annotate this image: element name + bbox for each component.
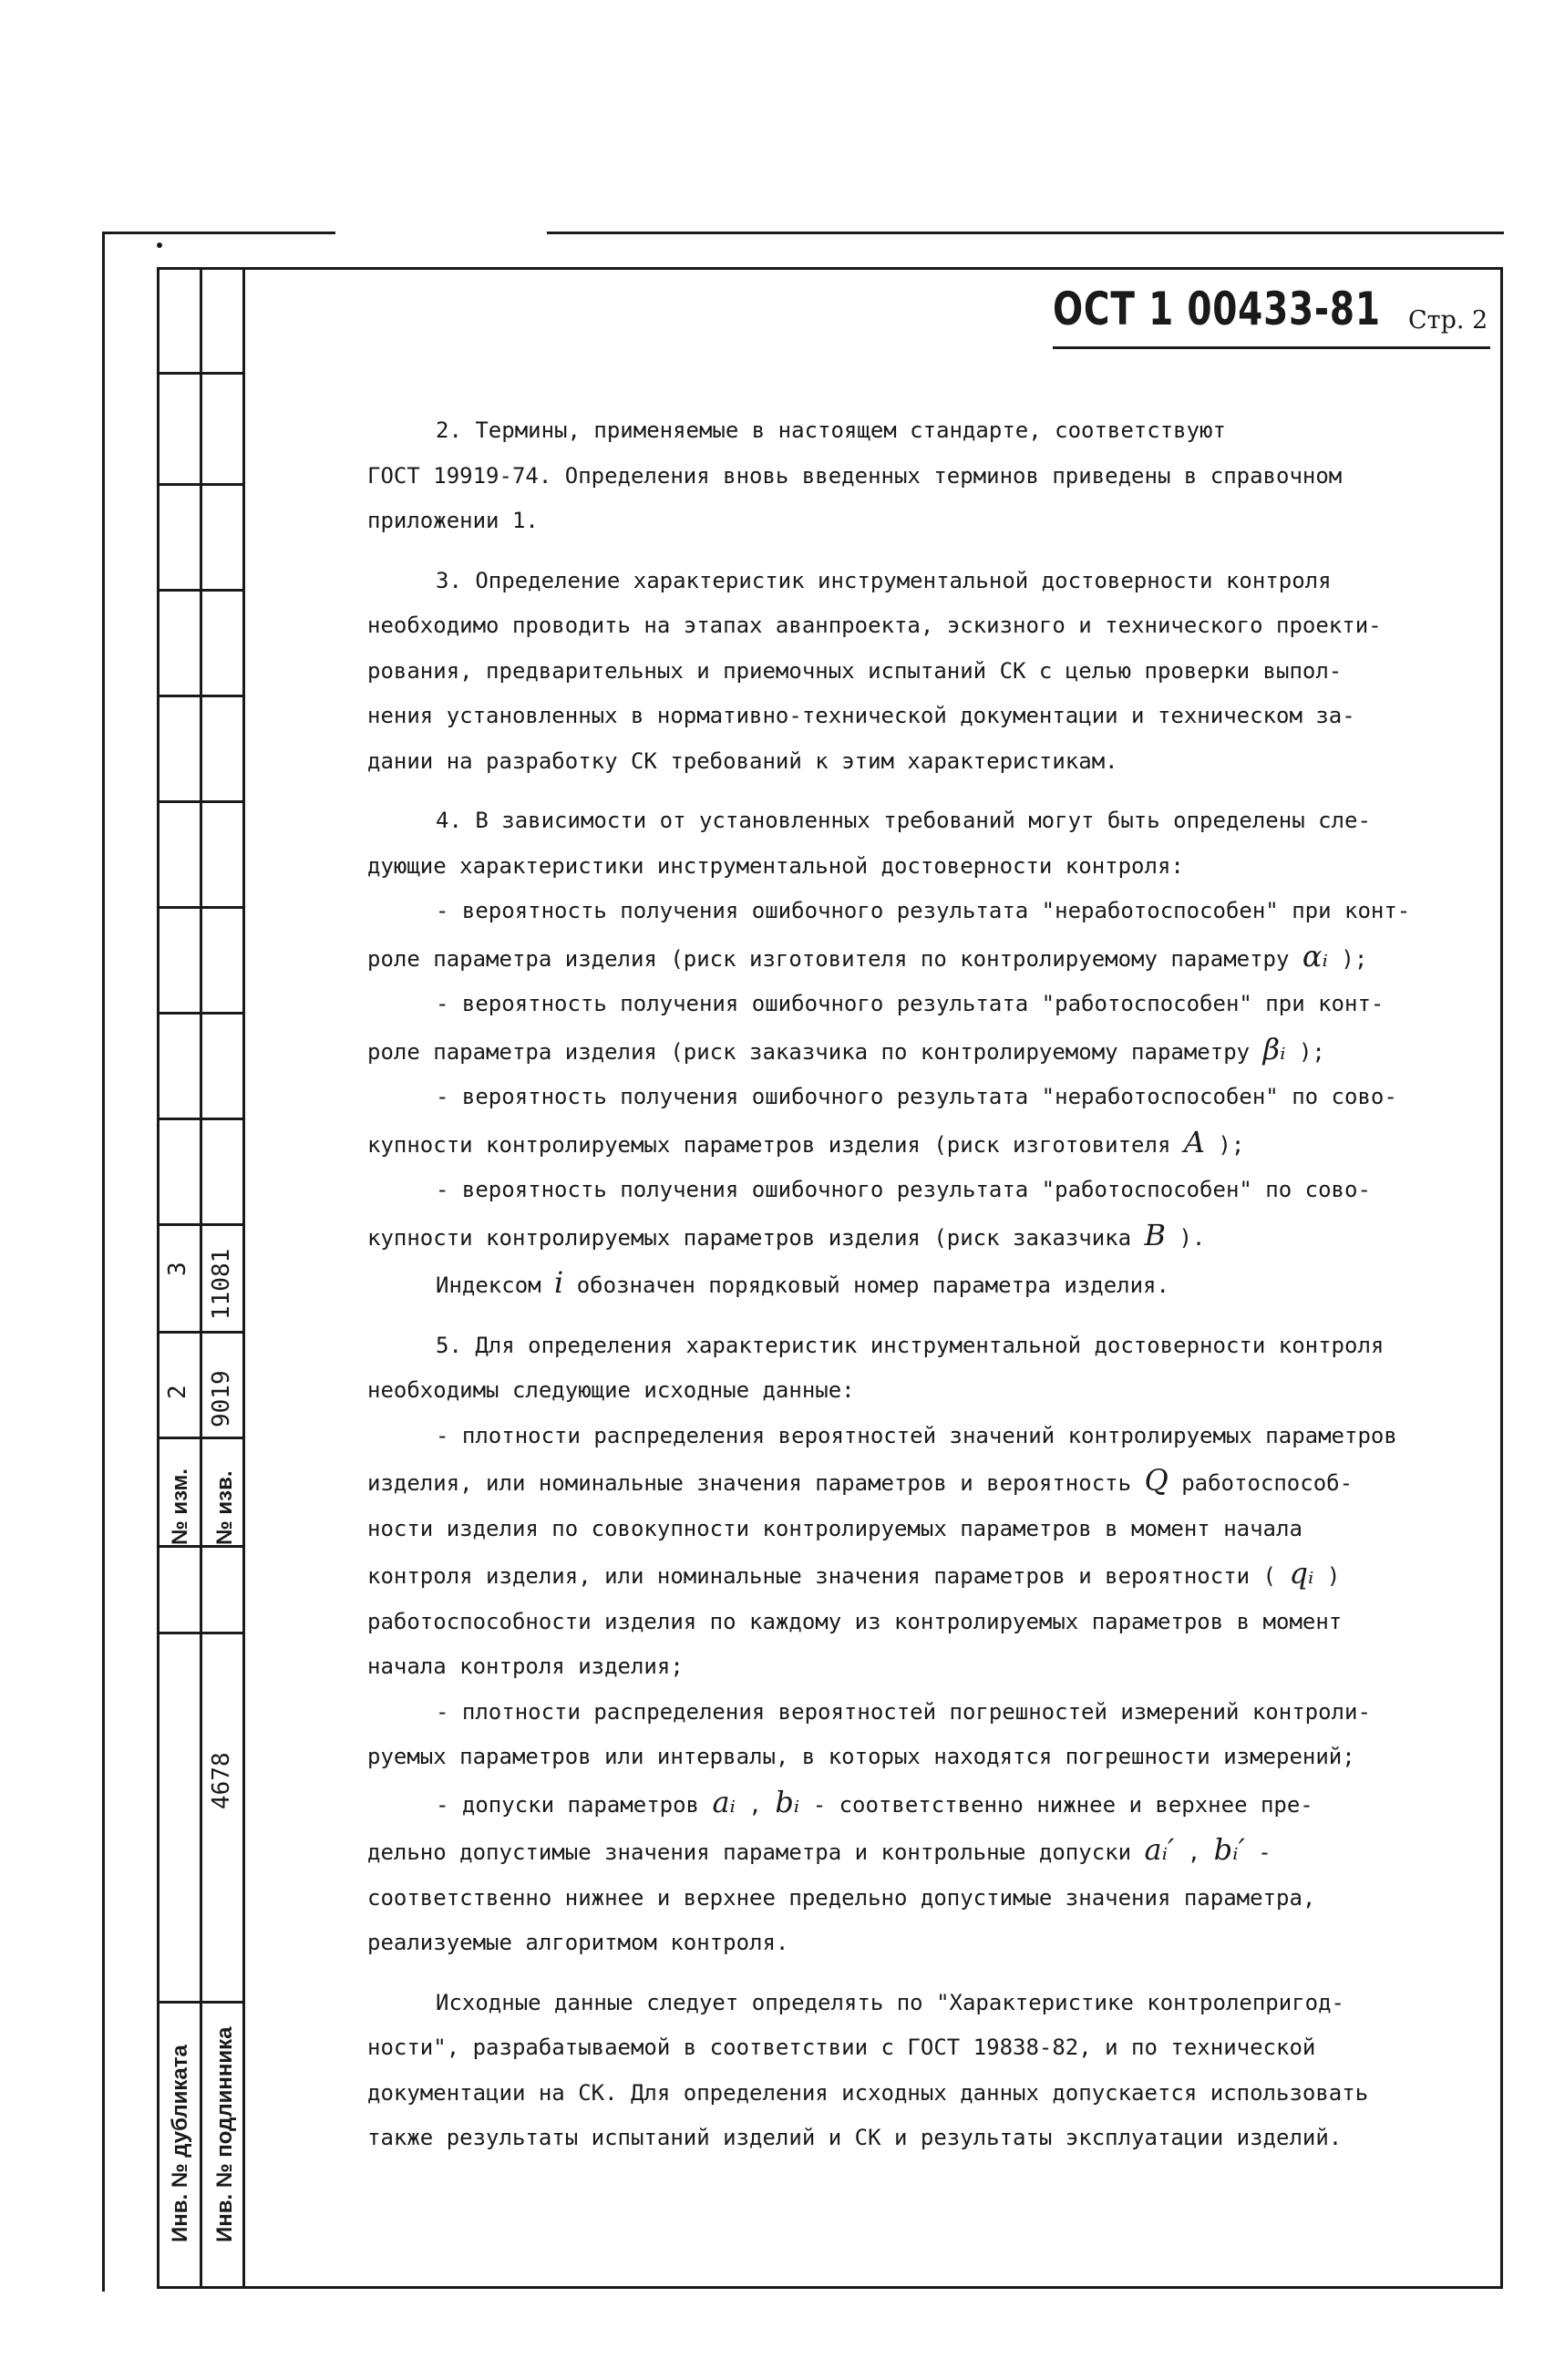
stamp-row-line: [157, 1223, 242, 1226]
document-body: [367, 408, 1461, 2161]
izv-label: № изв.: [212, 1470, 237, 1545]
stamp-row-line: [157, 800, 242, 803]
text-line: - вероятность получения ошибочного результата "работоспособен" по сово-: [436, 1177, 1371, 1202]
stamp-row-line: [157, 906, 242, 909]
text-line: роле параметра изделия (риск изготовителя по контролируемому параметру αᵢ );: [367, 938, 1368, 974]
izv-value-3: 11081: [208, 1248, 235, 1320]
stamp-row-line: [157, 372, 242, 375]
stamp-row-line: [157, 1545, 242, 1548]
text-line: - плотности распределения вероятностей значений контролируемых параметров: [436, 1422, 1397, 1448]
qi-symbol: qᵢ: [1289, 1556, 1314, 1591]
text-line: - допуски параметров aᵢ , bᵢ - соответственно нижнее и верхнее пре-: [436, 1784, 1313, 1819]
text-line: контроля изделия, или номинальные значения параметров и вероятности ( qᵢ ): [367, 1556, 1341, 1591]
text-line: документации на СК. Для определения исходных данных допускается использовать: [367, 2079, 1369, 2106]
left-margin-rule: [102, 232, 105, 2292]
page-number: Стр. 2: [1408, 306, 1488, 335]
text-line: нения установленных в нормативно-технической документации и техническом за-: [367, 703, 1355, 728]
stamp-row-line: [157, 1632, 242, 1634]
stamp-row-line: [157, 589, 242, 592]
podlinnik-value: 4678: [208, 1752, 235, 1809]
stamp-row-line: [157, 483, 242, 486]
text-line: реализуемые алгоритмом контроля.: [367, 1930, 789, 1955]
text-line: необходимо проводить на этапах аванпроекта, эскизного и технического проекти-: [367, 613, 1382, 638]
bi-symbol: bᵢ: [775, 1784, 800, 1819]
text-line: 3. Определение характеристик инструментальной достоверности контроля: [436, 567, 1332, 593]
text-line: - вероятность получения ошибочного результата "работоспособен" при конт-: [436, 991, 1385, 1016]
beta-symbol: βᵢ: [1262, 1031, 1286, 1066]
bi-prime-symbol: bᵢ′: [1213, 1832, 1245, 1867]
text-line: ГОСТ 19919-74. Определения вновь введенных терминов приведены в справочном: [367, 462, 1343, 489]
top-rule-right: [547, 232, 1504, 234]
ai-symbol: aᵢ: [712, 1784, 736, 1819]
izm-value-2: 2: [164, 1385, 191, 1399]
text-line: приложении 1.: [367, 508, 539, 533]
text-line: купности контролируемых параметров изделия (риск заказчика B ).: [367, 1217, 1206, 1252]
q-symbol: Q: [1144, 1463, 1169, 1498]
text-line: роле параметра изделия (риск заказчика по контролируемому параметру βᵢ );: [367, 1031, 1325, 1066]
dublikat-label: Инв. № дубликата: [168, 2045, 192, 2242]
stamp-row-line: [157, 1012, 242, 1015]
text-line: руемых параметров или интервалы, в которых находятся погрешности измерений;: [367, 1744, 1355, 1769]
document-header: [1053, 283, 1490, 349]
text-line: - плотности распределения вероятностей погрешностей измерений контроли-: [436, 1698, 1371, 1725]
izm-value-3: 3: [164, 1262, 191, 1276]
margin-mark: [157, 242, 162, 248]
stamp-row-line: [157, 1437, 242, 1439]
text-line: рования, предварительных и приемочных испытаний СК с целью проверки выпол-: [367, 657, 1343, 684]
text-line: дельно допустимые значения параметра и контрольные допуски aᵢ′ , bᵢ′ -: [367, 1832, 1272, 1867]
text-line: 2. Термины, применяемые в настоящем стандарте, соответствуют: [436, 417, 1226, 443]
text-line: купности контролируемых параметров изделия (риск изготовителя A );: [367, 1124, 1245, 1159]
text-line: также результаты испытаний изделий и СК и результаты эксплуатации изделий.: [367, 2125, 1343, 2150]
index-symbol: i: [554, 1265, 564, 1300]
text-line: работоспособности изделия по каждому из контролируемых параметров в момент: [367, 1608, 1343, 1634]
text-line: дующие характеристики инструментальной достоверности контроля:: [367, 852, 1184, 879]
b-symbol: B: [1144, 1217, 1167, 1252]
izm-label: № изм.: [168, 1468, 192, 1545]
text-line: - вероятность получения ошибочного результата "неработоспособен" по сово-: [436, 1084, 1397, 1109]
text-line: ности", разрабатываемой в соответствии с ГОСТ 19838-82, и по технической: [367, 2035, 1316, 2060]
text-line: дании на разработку СК требований к этим характеристикам.: [367, 747, 1118, 774]
stamp-row-line: [157, 695, 242, 697]
ai-prime-symbol: aᵢ′: [1144, 1832, 1175, 1867]
text-line: необходимы следующие исходные данные:: [367, 1377, 855, 1403]
alpha-symbol: αᵢ: [1302, 938, 1328, 974]
izv-value-2: 9019: [208, 1370, 235, 1427]
text-line: - вероятность получения ошибочного результата "неработоспособен" при конт-: [436, 898, 1411, 923]
stamp-lower-left: [157, 1632, 160, 2288]
text-line: соответственно нижнее и верхнее предельно допустимые значения параметра,: [367, 1884, 1316, 1911]
top-rule-left: [102, 232, 335, 234]
text-line: ности изделия по совокупности контролируемых параметров в момент начала: [367, 1515, 1302, 1541]
a-symbol: A: [1183, 1124, 1205, 1159]
text-line: Исходные данные следует определять по "Характеристике контролепригод-: [436, 1989, 1344, 2015]
stamp-row-line: [157, 1118, 242, 1120]
standard-code: ОСТ 1 00433-81: [1053, 283, 1381, 335]
stamp-row-line: [157, 2001, 242, 2004]
text-line: начала контроля изделия;: [367, 1654, 684, 1679]
text-line: 4. В зависимости от установленных требований могут быть определены сле-: [436, 808, 1371, 833]
text-line: 5. Для определения характеристик инструментальной достоверности контроля: [436, 1332, 1385, 1358]
stamp-row-line: [157, 1331, 242, 1334]
podlinnik-label: Инв. № подлинника: [212, 2026, 237, 2242]
text-line: Индексом i обозначен порядковый номер параметра изделия.: [436, 1265, 1169, 1300]
text-line: изделия, или номинальные значения параметров и вероятность Q работоспособ-: [367, 1463, 1354, 1498]
